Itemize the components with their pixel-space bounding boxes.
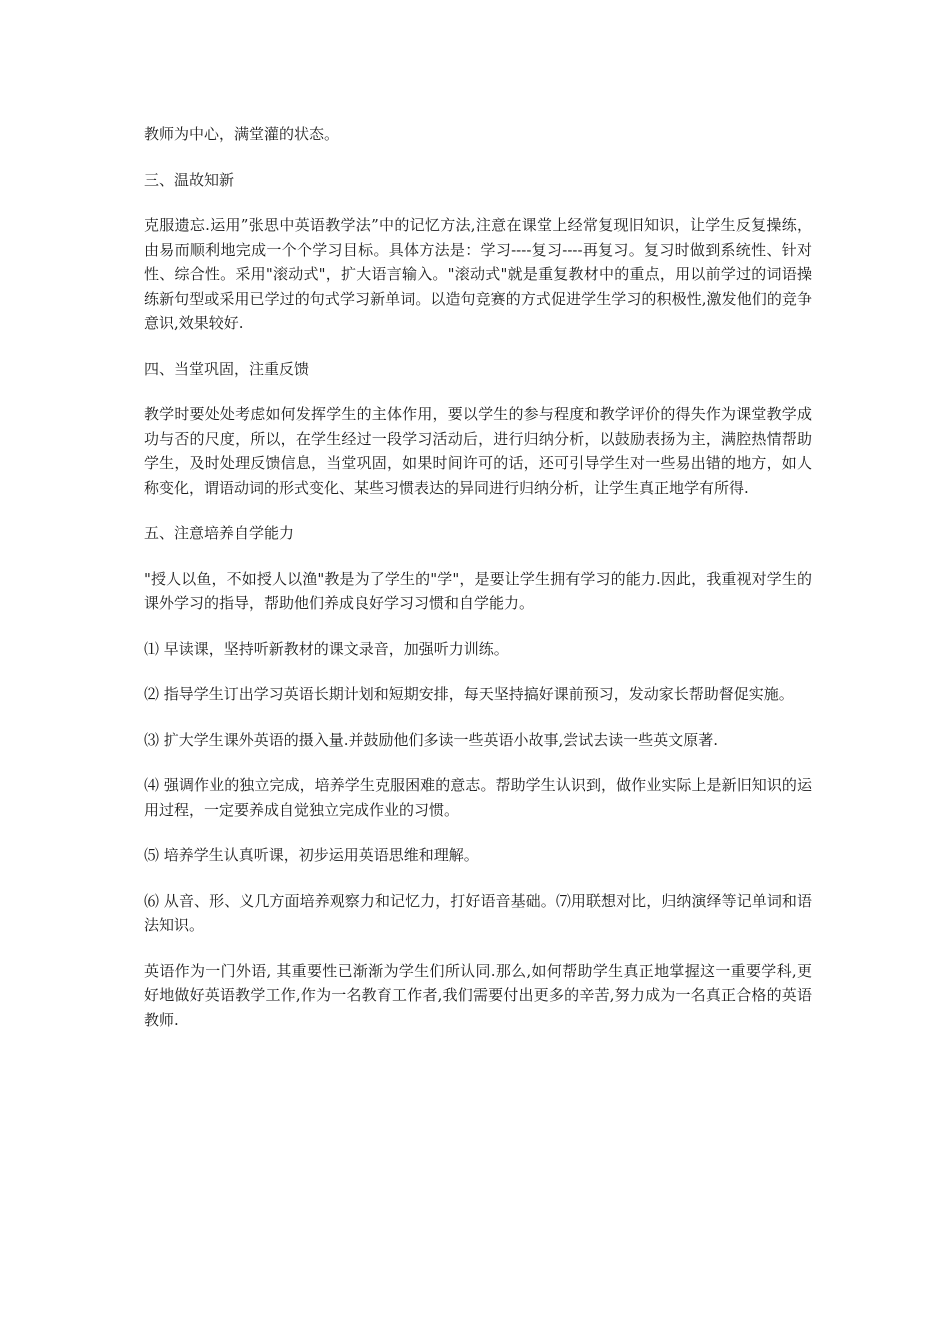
list-item-2: ⑵ 指导学生订出学习英语长期计划和短期安排，每天坚持搞好课前预习，发动家长帮助督促实施。 xyxy=(144,685,794,703)
paragraph-self-study: "授人以鱼，不如授人以渔"教是为了学生的"学"，是要让学生拥有学习的能力.因此，我重视对学生的课外学习的指导，帮助他们养成良好学习习惯和自学能力。 xyxy=(144,569,812,612)
section-heading-3: 三、温故知新 xyxy=(144,170,235,189)
paragraph-review: 克服遗忘.运用”张思中英语教学法”中的记忆方法,注意在课堂上经常复现旧知识，让学生反复操练，由易而顺利地完成一个个学习目标。具体方法是：学习----复习----再复习。复习时做到系统性、针对性、综合性。采用"滚动式"，扩大语言输入。"滚动式"就是重复教材中的重点，用以前学过的词语操练新句型或采用已学过的句式学习新单词。以造句竞赛的方式促进学生学习的积极性,激发他们的竞争意识,效果较好. xyxy=(144,216,812,332)
list-item-3: ⑶ 扩大学生课外英语的摄入量.并鼓励他们多读一些英语小故事,尝试去读一些英文原著. xyxy=(144,730,719,749)
paragraph-intro-tail: 教师为中心，满堂灌的状态。 xyxy=(144,125,340,143)
paragraph-feedback: 教学时要处处考虑如何发挥学生的主体作用，要以学生的参与程度和教学评价的得失作为课堂教学成功与否的尺度，所以，在学生经过一段学习活动后，进行归纳分析，以鼓励表扬为主，满腔热情帮助学生，及时处理反馈信息，当堂巩固，如果时间许可的话，还可引导学生对一些易出错的地方，如人称变化，谓语动词的形式变化、某些习惯表达的异同进行归纳分析，让学生真正地学有所得. xyxy=(144,405,812,497)
list-item-6-7: ⑹ 从音、形、义几方面培养观察力和记忆力，打好语音基础。⑺用联想对比，归纳演绎等记单词和语法知识。 xyxy=(144,891,812,934)
list-item-1: ⑴ 早读课，坚持听新教材的课文录音，加强听力训练。 xyxy=(144,639,509,658)
paragraph-conclusion: 英语作为一门外语, 其重要性已渐渐为学生们所认同.那么,如何帮助学生真正地掌握这一重要学科,更好地做好英语教学工作,作为一名教育工作者,我们需要付出更多的辛苦,努力成为一名真正合格的英语教师. xyxy=(144,961,812,1029)
list-item-5: ⑸ 培养学生认真听课，初步运用英语思维和理解。 xyxy=(144,846,479,864)
section-heading-5: 五、注意培养自学能力 xyxy=(144,524,295,542)
section-heading-4: 四、当堂巩固，注重反馈 xyxy=(144,359,310,378)
document-page xyxy=(144,122,812,1053)
list-item-4: ⑷ 强调作业的独立完成，培养学生克服困难的意志。帮助学生认识到，做作业实际上是新旧知识的运用过程，一定要养成自觉独立完成作业的习惯。 xyxy=(144,776,812,819)
